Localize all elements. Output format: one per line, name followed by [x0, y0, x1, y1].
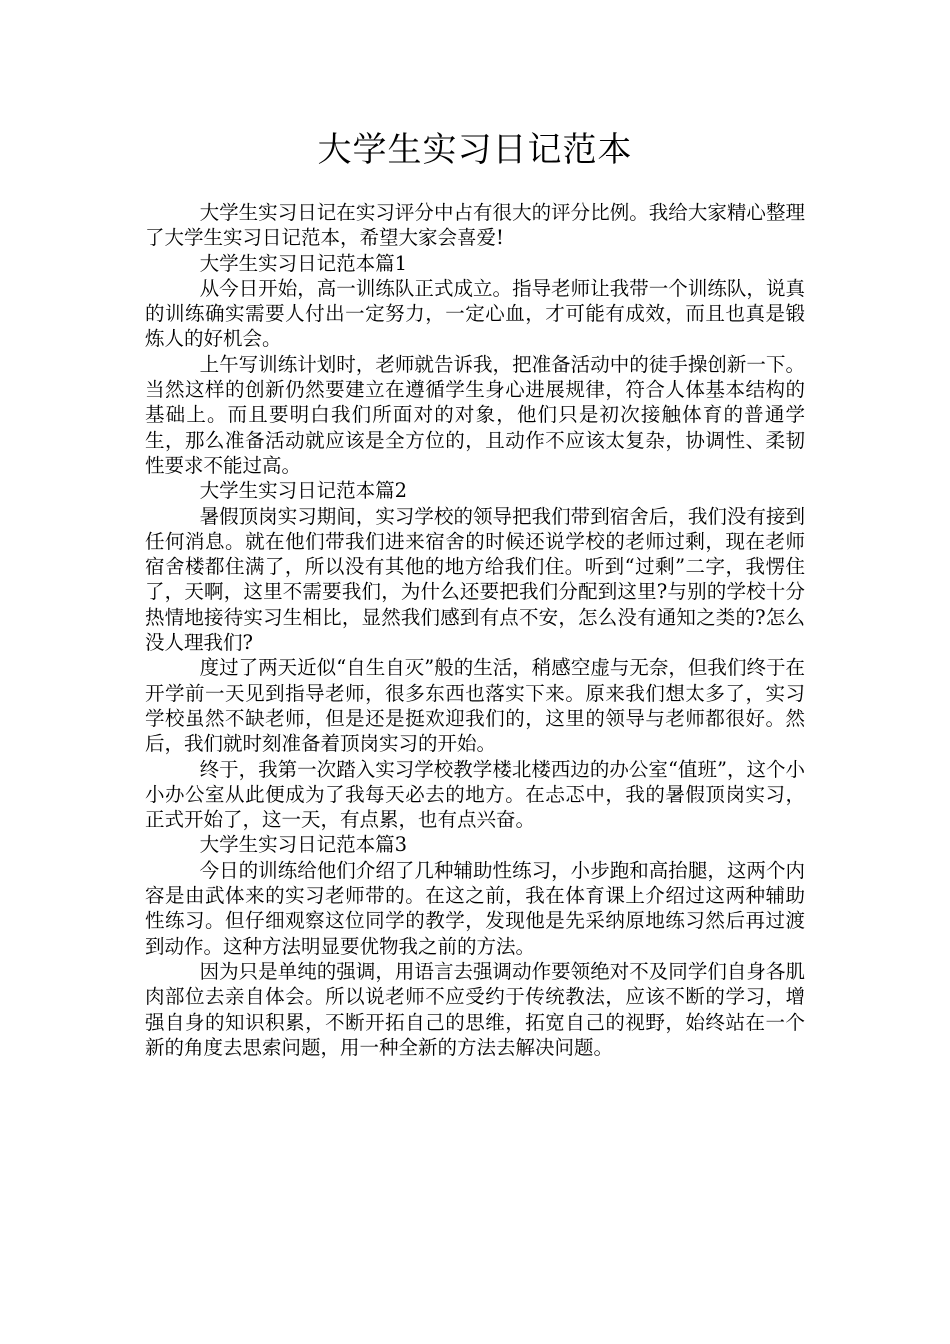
document-title: 大学生实习日记范本	[317, 130, 633, 170]
section-heading-3: 大学生实习日记范本篇3	[199, 833, 408, 857]
section-heading-2: 大学生实习日记范本篇2	[199, 479, 408, 503]
paragraph: 因为只是单纯的强调，用语言去强调动作要领绝对不及同学们自身各肌肉部位去亲自体会。所以说老师不应受约于传统教法，应该不断的学习，增强自身的知识积累，不断开拓自己的思维，拓宽自己的视野，始终站在一个新的角度去思索问题，用一种全新的方法去解决问题。	[145, 959, 805, 1059]
section-heading-1: 大学生实习日记范本篇1	[199, 251, 408, 275]
paragraph: 从今日开始，高一训练队正式成立。指导老师让我带一个训练队，说真的训练确实需要人付出一定努力，一定心血，才可能有成效，而且也真是锻炼人的好机会。	[145, 276, 805, 351]
paragraph: 上午写训练计划时，老师就告诉我，把准备活动中的徒手操创新一下。当然这样的创新仍然要建立在遵循学生身心进展规律，符合人体基本结构的基础上。而且要明白我们所面对的对象，他们只是初次接触体育的普通学生，那么准备活动就应该是全方位的，且动作不应该太复杂，协调性、柔韧性要求不能过高。	[145, 352, 805, 477]
paragraph: 暑假顶岗实习期间，实习学校的领导把我们带到宿舍后，我们没有接到任何消息。就在他们带我们进来宿舍的时候还说学校的老师过剩，现在老师宿舍楼都住满了，所以没有其他的地方给我们住。听到“过剩”二字，我愣住了，天啊，这里不需要我们，为什么还要把我们分配到这里?与别的学校十分热情地接待实习生相比，显然我们感到有点不安，怎么没有通知之类的?怎么没人理我们?	[145, 504, 805, 655]
paragraph: 今日的训练给他们介绍了几种辅助性练习，小步跑和高抬腿，这两个内容是由武体来的实习老师带的。在这之前，我在体育课上介绍过这两种辅助性练习。但仔细观察这位同学的教学，发现他是先采纳原地练习然后再过渡到动作。这种方法明显要优物我之前的方法。	[145, 858, 805, 958]
paragraph: 终于，我第一次踏入实习学校教学楼北楼西边的办公室“值班”，这个小小办公室从此便成为了我每天必去的地方。在忐忑中，我的暑假顶岗实习，正式开始了，这一天，有点累，也有点兴奋。	[145, 757, 805, 832]
paragraph: 度过了两天近似“自生自灭”般的生活，稍感空虚与无奈，但我们终于在开学前一天见到指导老师，很多东西也落实下来。原来我们想太多了，实习学校虽然不缺老师，但是还是挺欢迎我们的，这里的领导与老师都很好。然后，我们就时刻准备着顶岗实习的开始。	[145, 656, 805, 756]
document-page	[145, 128, 805, 1060]
intro-paragraph: 大学生实习日记在实习评分中占有很大的评分比例。我给大家精心整理了大学生实习日记范本，希望大家会喜爱!	[145, 201, 805, 250]
